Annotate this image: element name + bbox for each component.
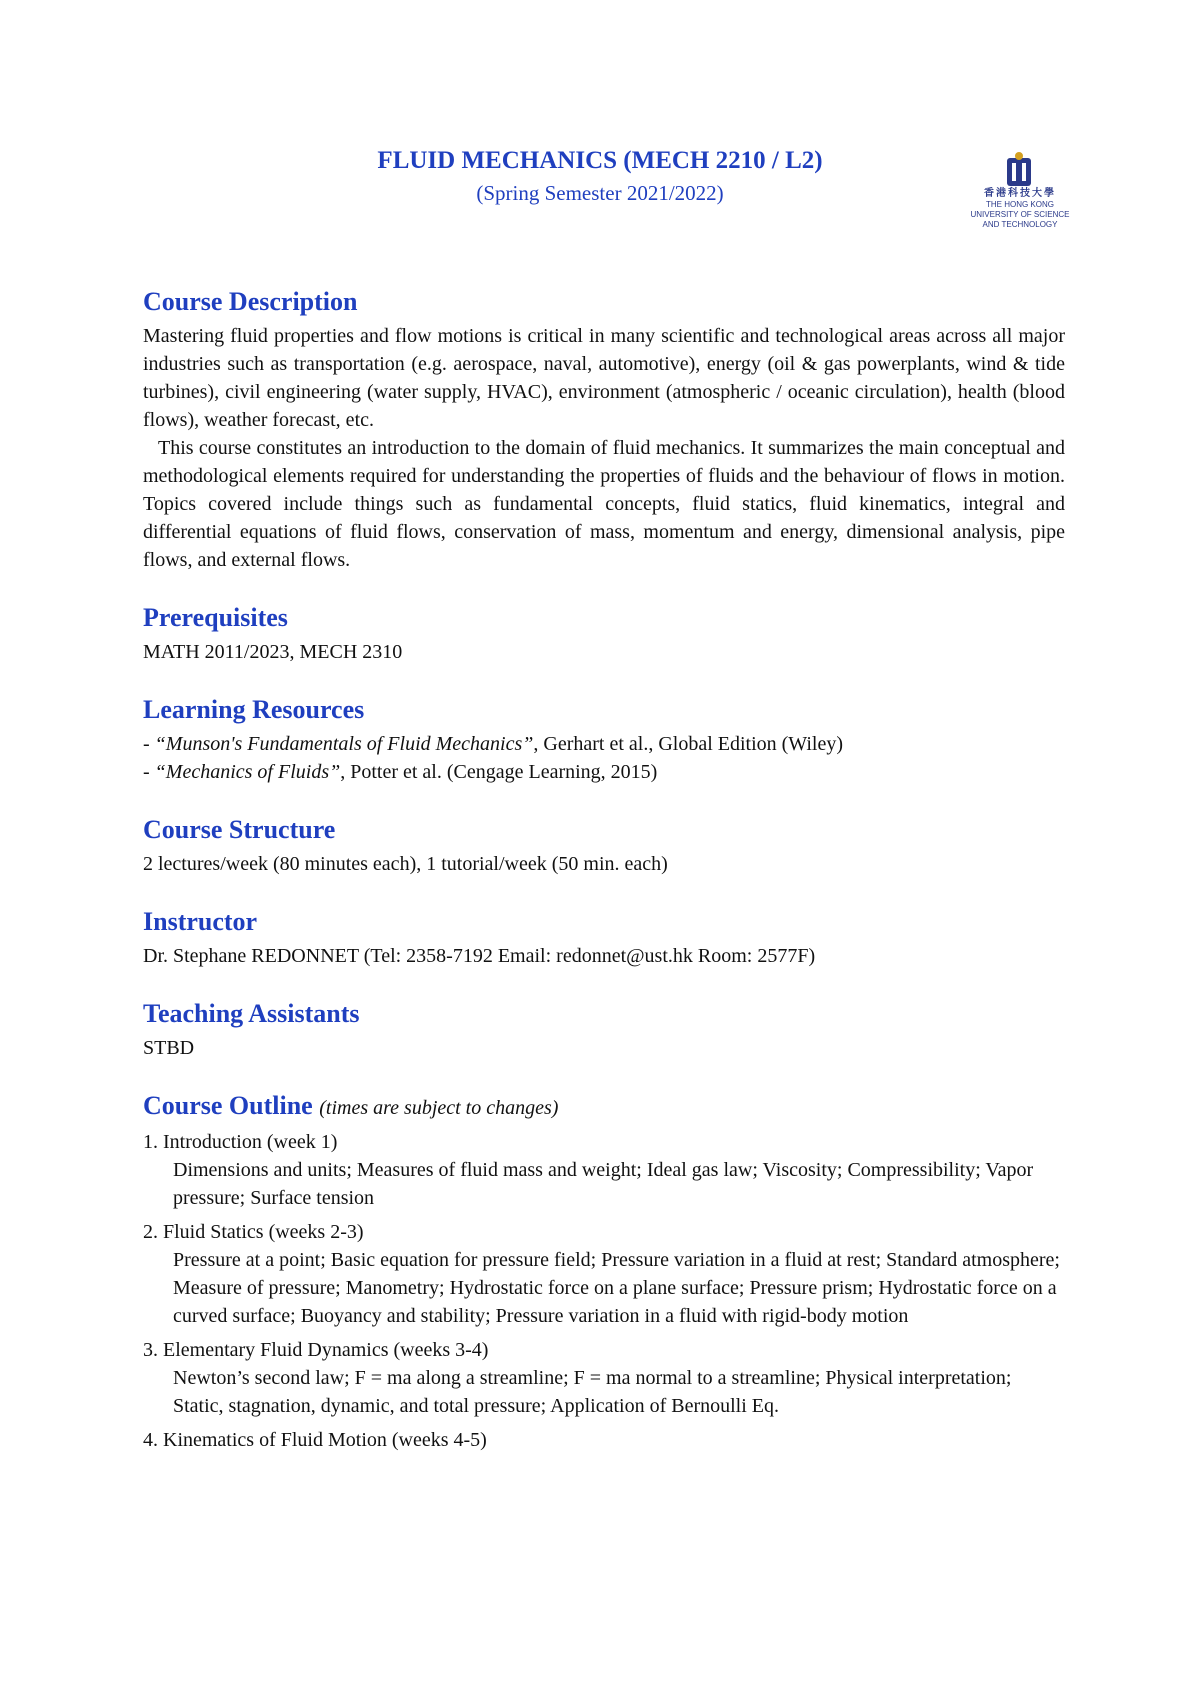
description-paragraph-1: Mastering fluid properties and flow motions is critical in many scientific and technological areas across all major industries such as transportation (e.g. aerospace, naval, automotive), energy (oil & gas powerplants, wind & tide turbines), civil engineering (water supply, HVAC), environment (atmospheric / oceanic circulation), health (blood flows), weather forecast, etc. (143, 325, 1065, 431)
crest-icon (1004, 152, 1034, 188)
resource-item (143, 758, 1065, 786)
resource-dash: - (143, 733, 155, 755)
section-heading: Instructor (143, 907, 258, 936)
section-course-outline (143, 1090, 1065, 1454)
logo-english-line3: AND TECHNOLOGY (982, 220, 1058, 229)
instructor-text: Dr. Stephane REDONNET (Tel: 2358-7192 Email: redonnet@ust.hk Room: 2577F) (143, 945, 816, 967)
resource-title: “Mechanics of Fluids” (154, 761, 341, 783)
section-prerequisites (143, 602, 1065, 666)
section-heading: Learning Resources (143, 695, 365, 724)
logo-english-line1: THE HONG KONG (985, 200, 1054, 209)
page-title: FLUID MECHANICS (MECH 2210 / L2) (377, 147, 823, 174)
resource-details: , Potter et al. (Cengage Learning, 2015) (340, 761, 658, 783)
resource-details: , Gerhart et al., Global Edition (Wiley) (533, 733, 844, 755)
resource-title: “Munson's Fundamentals of Fluid Mechanics” (154, 733, 534, 755)
outline-heading-text: Course Outline (143, 1091, 313, 1120)
outline-item-title: 1. Introduction (week 1) (143, 1131, 338, 1153)
logo-chinese-name: 香港科技大學 (984, 188, 1056, 199)
university-logo (960, 148, 1080, 238)
outline-item-title: 2. Fluid Statics (weeks 2-3) (143, 1221, 364, 1243)
section-learning-resources (143, 694, 1065, 786)
logo-english-line2: UNIVERSITY OF SCIENCE (970, 210, 1070, 219)
outline-item (143, 1218, 1065, 1330)
section-teaching-assistants (143, 998, 1065, 1062)
section-heading: Teaching Assistants (143, 999, 360, 1028)
outline-item-title: 3. Elementary Fluid Dynamics (weeks 3-4) (143, 1339, 489, 1361)
outline-heading-note: (times are subject to changes) (319, 1097, 559, 1119)
outline-item-detail: Pressure at a point; Basic equation for pressure field; Pressure variation in a fluid at rest; Standard atmosphere; Measure of pressure; Manometry; Hydrostatic force on a plane surface; Pressure prism; Hydrostatic force on a curved surface; Buoyancy and stability; Pressure variation in a fluid with rigid-body motion (173, 1249, 1060, 1327)
outline-item (143, 1426, 1065, 1454)
outline-item-title: 4. Kinematics of Fluid Motion (weeks 4-5) (143, 1429, 487, 1451)
prerequisites-text: MATH 2011/2023, MECH 2310 (143, 641, 403, 663)
section-course-description (143, 286, 1065, 574)
section-instructor (143, 906, 1065, 970)
page-subtitle: (Spring Semester 2021/2022) (476, 181, 724, 205)
document-body (143, 286, 1065, 1482)
section-heading: Prerequisites (143, 603, 288, 632)
section-heading (143, 1090, 1065, 1124)
resource-item (143, 730, 1065, 758)
outline-item (143, 1336, 1065, 1420)
section-heading: Course Structure (143, 815, 336, 844)
description-paragraph-2: This course constitutes an introduction to the domain of fluid mechanics. It summarizes the main conceptual and methodological elements required for understanding the properties of fluids and the behaviour of flows in motion. Topics covered include things such as fundamental concepts, fluid statics, fluid kinematics, integral and differential equations of fluid flows, conservation of mass, momentum and energy, dimensional analysis, pipe flows, and external flows. (143, 437, 1065, 571)
outline-item (143, 1128, 1065, 1212)
outline-item-detail: Dimensions and units; Measures of fluid mass and weight; Ideal gas law; Viscosity; Compressibility; Vapor pressure; Surface tension (173, 1159, 1034, 1209)
course-structure-text: 2 lectures/week (80 minutes each), 1 tutorial/week (50 min. each) (143, 853, 668, 875)
section-course-structure (143, 814, 1065, 878)
section-heading: Course Description (143, 287, 358, 316)
teaching-assistants-text: STBD (143, 1037, 195, 1059)
outline-item-detail: Newton’s second law; F = ma along a streamline; F = ma normal to a streamline; Physical interpretation; Static, stagnation, dynamic, and total pressure; Application of Bernoulli Eq. (173, 1367, 1012, 1417)
resource-dash: - (143, 761, 155, 783)
